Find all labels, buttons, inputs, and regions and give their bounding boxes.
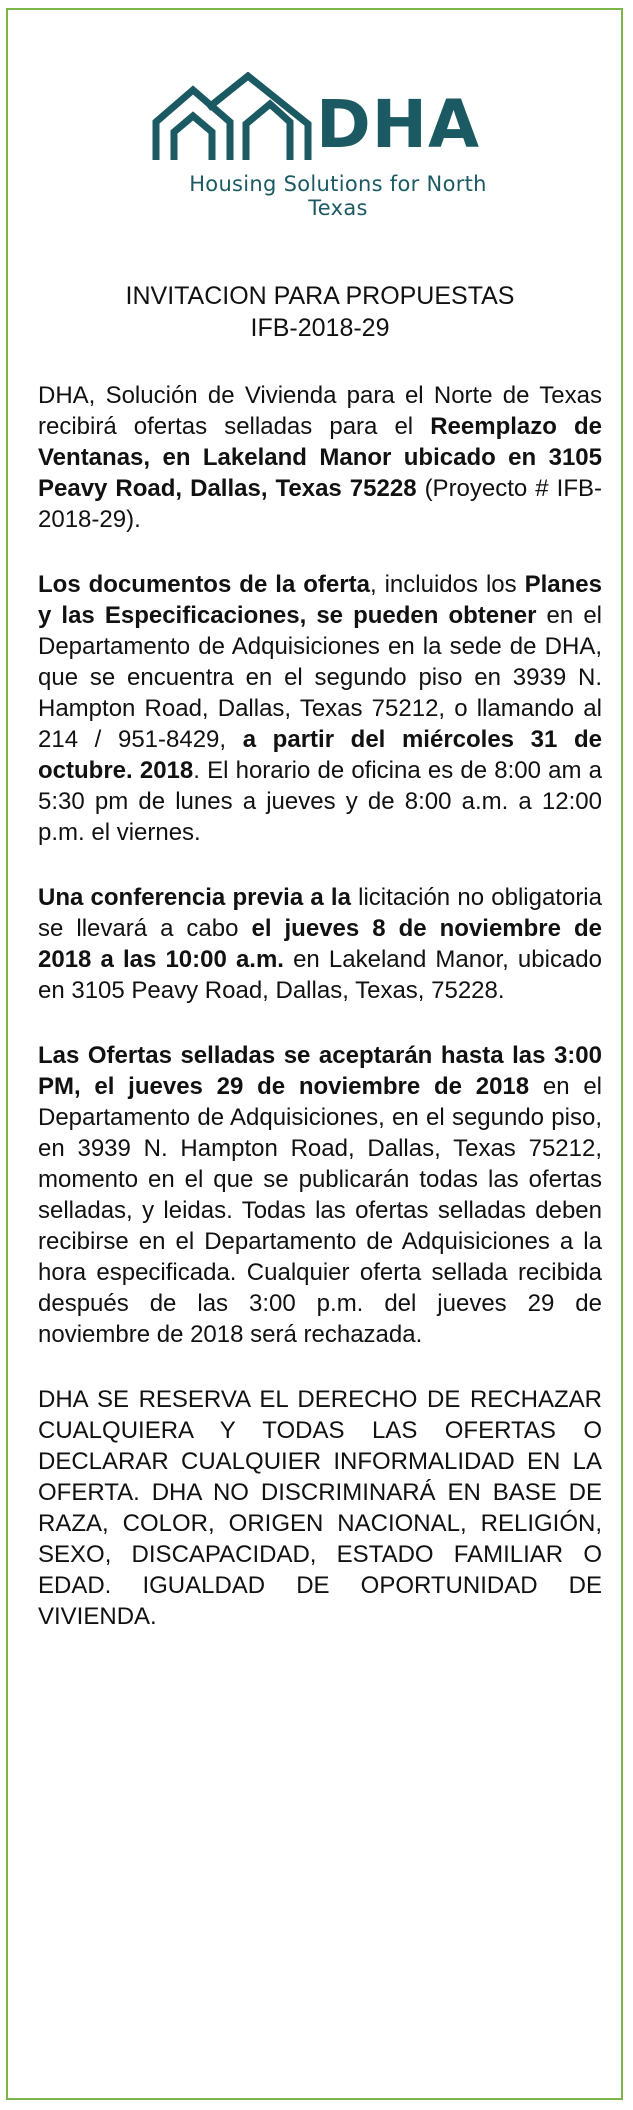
notice-border bbox=[6, 8, 623, 2100]
p1-text-2: (Proyecto # IFB-2018-29). bbox=[38, 475, 602, 533]
brand-name: DHA bbox=[316, 86, 481, 163]
paragraph-documents bbox=[38, 569, 602, 848]
dha-logo bbox=[148, 72, 528, 222]
title-line-2: IFB-2018-29 bbox=[250, 314, 390, 342]
p3-text-2: en Lakeland Manor, ubicado en 3105 Peavy Road, Dallas, Texas, 75228. bbox=[38, 946, 602, 1004]
p2-text-2: en el Departamento de Adquisiciones en la sede de DHA, que se encuentra en el segundo piso en 3939 N. Hampton Road, Dallas, Texas 75212, o llamando al 214 / 951-8429, bbox=[38, 602, 602, 753]
paragraph-project bbox=[38, 380, 602, 535]
houses-logo-icon bbox=[148, 72, 313, 167]
p4-bold-1: Las Ofertas selladas se aceptarán hasta las 3:00 PM, el jueves 29 de noviembre de 2018 bbox=[38, 1042, 602, 1100]
p2-bold-2: Planes y las Especificaciones, se pueden obtener bbox=[38, 571, 602, 629]
p2-text-3: . El horario de oficina es de 8:00 am a 5:30 pm de lunes a jueves y de 8:00 a.m. a 12:00 p.m. el viernes. bbox=[38, 757, 603, 846]
p3-bold-2: el jueves 8 de noviembre de 2018 a las 10:00 a.m. bbox=[38, 915, 603, 973]
p2-text-1: , incluidos los bbox=[369, 571, 525, 598]
p2-bold-3: a partir del miércoles 31 de octubre. 2018 bbox=[38, 726, 602, 784]
title-line-1: INVITACION PARA PROPUESTAS bbox=[125, 282, 515, 310]
p3-text-1: licitación no obligatoria se llevará a cabo bbox=[38, 884, 602, 942]
p2-bold-1: Los documentos de la oferta bbox=[38, 571, 370, 598]
p3-bold-1: Una conferencia previa a la bbox=[38, 884, 351, 911]
p1-text-1: DHA, Solución de Vivienda para el Norte de Texas recibirá ofertas selladas para el bbox=[38, 382, 602, 440]
notice-title bbox=[38, 280, 602, 344]
brand-tagline: Housing Solutions for North Texas bbox=[189, 172, 487, 220]
paragraph-disclaimer: DHA SE RESERVA EL DERECHO DE RECHAZAR CUALQUIERA Y TODAS LAS OFERTAS O DECLARAR CUALQUIER INFORMALIDAD EN LA OFERTA. DHA NO DISCRIMINARÁ EN BASE DE RAZA, COLOR, ORIGEN NACIONAL, RELIGIÓN, SEXO, DISCAPACIDAD, ESTADO FAMILIAR O EDAD. IGUALDAD DE OPORTUNIDAD DE VIVIENDA. bbox=[38, 1386, 602, 1630]
p4-text-1: en el Departamento de Adquisiciones, en el segundo piso, en 3939 N. Hampton Road, Dallas, Texas 75212, momento en el que se publicarán todas las ofertas selladas, y leidas. Todas las ofertas selladas deben recibirse en el Departamento de Adquisiciones a la hora especificada. Cualquier oferta sellada recibida después de las 3:00 p.m. del jueves 29 de noviembre de 2018 será rechazada. bbox=[38, 1073, 602, 1348]
paragraph-conference bbox=[38, 882, 602, 1006]
paragraph-deadline bbox=[38, 1040, 602, 1350]
notice-content bbox=[38, 280, 602, 1632]
p1-bold-1: Reemplazo de Ventanas, en Lakeland Manor ubicado en 3105 Peavy Road, Dallas, Texas 75228 bbox=[38, 413, 602, 502]
